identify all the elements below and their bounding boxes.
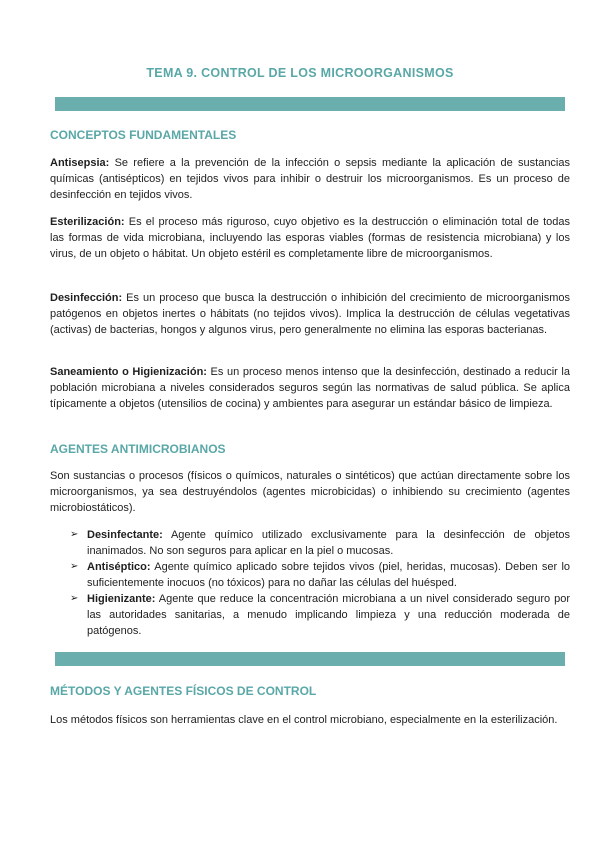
- definition-esterilizacion: Es el proceso más riguroso, cuyo objetivo es la destrucción o eliminación total de todas las formas de vida microbiana, incluyendo las esporas viables (formas de resistencia microbiana) y los virus, de un objeto o hábitat. Un objeto estéril es completamente libre de microorganismos.: [50, 216, 570, 260]
- paragraph-saneamiento: [50, 364, 570, 412]
- paragraph-antisepsia: [50, 155, 570, 203]
- term-desinfectante: Desinfectante:: [87, 529, 163, 541]
- definition-antiseptico: Agente químico aplicado sobre tejidos vivos (piel, heridas, mucosas). Deben ser lo suficientemente inocuos (no tóxicos) para no dañar las células del huésped.: [87, 561, 570, 589]
- definition-desinfeccion: Es un proceso que busca la destrucción o inhibición del crecimiento de microorganismos patógenos en objetos inertes o hábitats (no tejidos vivos). Implica la destrucción de células vegetativas (activas) de bacterias, hongos y algunos virus, pero generalmente no elimina las esporas bacterianas.: [50, 292, 570, 336]
- paragraph-metodos-intro: Los métodos físicos son herramientas clave en el control microbiano, especialmente en la esterilización.: [50, 714, 558, 726]
- agentes-bullet-list: [70, 527, 570, 639]
- term-antisepsia: Antisepsia:: [50, 157, 110, 169]
- arrow-bullet-icon: ➢: [70, 593, 79, 604]
- term-desinfeccion: Desinfección:: [50, 292, 123, 304]
- paragraph-desinfeccion: [50, 290, 570, 338]
- list-item: [70, 527, 570, 559]
- definition-antisepsia: Se refiere a la prevención de la infección o sepsis mediante la aplicación de sustancias químicas (antisépticos) en tejidos vivos para inhibir o destruir los microorganismos. Es un proceso de desinfección en tejidos vivos.: [50, 157, 570, 201]
- term-higienizante: Higienizante:: [87, 593, 156, 605]
- definition-saneamiento: Es un proceso menos intenso que la desinfección, destinado a reducir la población microbiana a niveles considerados seguros según las normativas de salud pública. Se aplica típicamente a objetos (utensilios de cocina) y ambientes para asegurar un estándar básico de limpieza.: [50, 366, 570, 410]
- paragraph-agentes-intro: Son sustancias o procesos (físicos o químicos, naturales o sintéticos) que actúan directamente sobre los microorganismos, ya sea destruyéndolos (agentes microbicidas) o inhibiendo su crecimiento (agentes microbiostáticos).: [50, 470, 570, 514]
- section-divider-bar: [55, 97, 565, 111]
- term-saneamiento: Saneamiento o Higienización:: [50, 366, 207, 378]
- list-item: [70, 591, 570, 639]
- arrow-bullet-icon: ➢: [70, 529, 79, 540]
- term-antiseptico: Antiséptico:: [87, 561, 151, 573]
- definition-desinfectante: Agente químico utilizado exclusivamente para la desinfección de objetos inanimados. No son seguros para aplicar en la piel o mucosas.: [87, 529, 570, 557]
- section-heading-metodos: MÉTODOS Y AGENTES FÍSICOS DE CONTROL: [50, 684, 317, 698]
- definition-higienizante: Agente que reduce la concentración microbiana a un nivel considerado seguro por las autoridades sanitarias, a menudo implicando limpieza y una reducción moderada de patógenos.: [87, 593, 570, 637]
- section-heading-conceptos: CONCEPTOS FUNDAMENTALES: [50, 128, 237, 142]
- paragraph-esterilizacion: [50, 214, 570, 262]
- section-divider-bar: [55, 652, 565, 666]
- term-esterilizacion: Esterilización:: [50, 216, 125, 228]
- arrow-bullet-icon: ➢: [70, 561, 79, 572]
- list-item: [70, 559, 570, 591]
- document-title: TEMA 9. CONTROL DE LOS MICROORGANISMOS: [146, 66, 454, 80]
- section-heading-agentes: AGENTES ANTIMICROBIANOS: [50, 442, 226, 456]
